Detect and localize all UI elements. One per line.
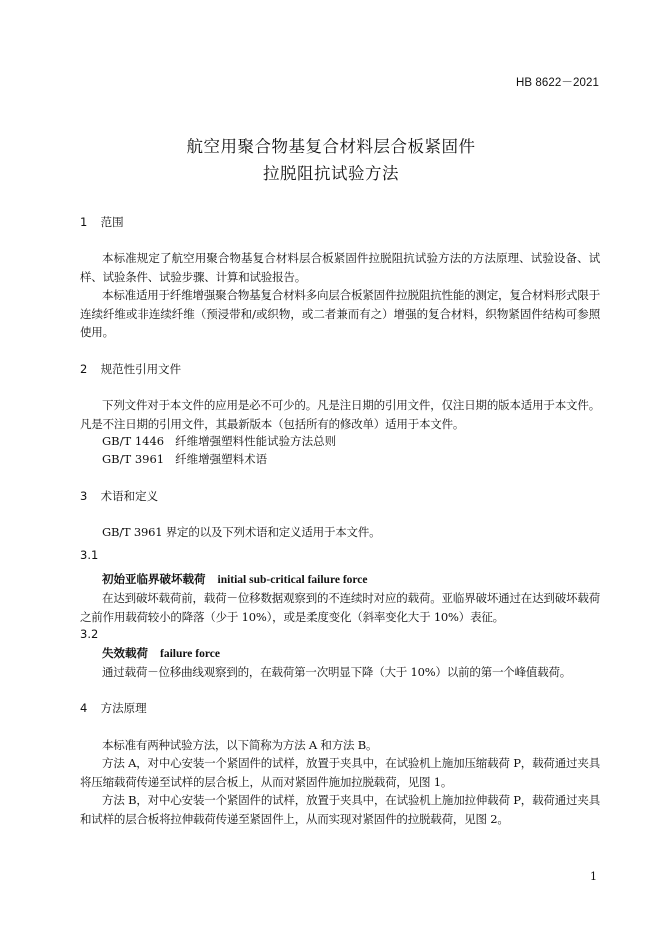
term-3-1-definition: 在达到破坏载荷前，载荷－位移数据观察到的不连续时对应的载荷。亚临界破坏通过在达到破坏载荷之前作用载荷较小的降落（少于 10%），或是柔度变化（斜率变化大于 10%）表征。 <box>80 591 600 624</box>
section-number: 1 <box>80 215 88 229</box>
term-english: initial sub-critical failure force <box>217 574 368 586</box>
reference-item: GB/T 3961 纤维增强塑料术语 <box>102 452 268 466</box>
section-title: 术语和定义 <box>100 489 159 503</box>
term-english: failure force <box>160 648 220 660</box>
section-2-heading <box>80 361 181 377</box>
section-3-heading <box>80 488 158 504</box>
section-1-paragraph-1: 本标准规定了航空用聚合物基复合材料层合板紧固件拉脱阻抗试验方法的方法原理、试验设备、试样、试验条件、试验步骤、计算和试验报告。 <box>80 251 600 284</box>
document-title-line2: 拉脱阻抗试验方法 <box>263 164 399 183</box>
term-chinese: 失效载荷 <box>102 646 148 660</box>
term-3-1-title <box>102 571 368 587</box>
term-3-2-title <box>102 645 220 661</box>
term-3-1-number: 3.1 <box>80 548 99 562</box>
section-title: 范围 <box>100 215 124 229</box>
section-4-paragraph-3: 方法 B，对中心安装一个紧固件的试样，放置于夹具中，在试验机上施加拉伸载荷 P，载荷通过夹具和试样的层合板将拉伸载荷传递至紧固件上，从而实现对紧固件的拉脱载荷，见图 2。 <box>80 793 600 826</box>
document-title-line1: 航空用聚合物基复合材料层合板紧固件 <box>186 137 476 156</box>
section-3-paragraph-1: GB/T 3961 界定的以及下列术语和定义适用于本文件。 <box>102 525 381 539</box>
section-2-paragraph-1: 下列文件对于本文件的应用是必不可少的。凡是注日期的引用文件，仅注日期的版本适用于本文件。凡是不注日期的引用文件，其最新版本（包括所有的修改单）适用于本文件。 <box>80 398 600 431</box>
page-number: 1 <box>590 870 597 883</box>
standard-code: HB 8622－2021 <box>515 77 599 89</box>
section-number: 3 <box>80 489 88 503</box>
term-3-2-number: 3.2 <box>80 627 99 641</box>
section-4-heading <box>80 700 147 716</box>
term-3-2-definition: 通过载荷－位移曲线观察到的，在载荷第一次明显下降（大于 10%）以前的第一个峰值载荷。 <box>102 665 572 679</box>
section-4-paragraph-2: 方法 A，对中心安装一个紧固件的试样，放置于夹具中，在试验机上施加压缩载荷 P，载荷通过夹具将压缩载荷传递至试样的层合板上，从而对紧固件施加拉脱载荷，见图 1。 <box>80 756 600 789</box>
section-title: 方法原理 <box>100 701 147 715</box>
section-1-heading <box>80 214 124 230</box>
term-chinese: 初始亚临界破坏载荷 <box>102 572 206 586</box>
section-number: 4 <box>80 701 88 715</box>
section-number: 2 <box>80 362 88 376</box>
section-4-paragraph-1: 本标准有两种试验方法，以下简称为方法 A 和方法 B。 <box>102 738 378 752</box>
reference-item: GB/T 1446 纤维增强塑料性能试验方法总则 <box>102 434 337 448</box>
section-title: 规范性引用文件 <box>100 362 182 376</box>
section-1-paragraph-2: 本标准适用于纤维增强聚合物基复合材料多向层合板紧固件拉脱阻抗性能的测定，复合材料形式限于连续纤维或非连续纤维（预浸带和/或织物，或二者兼而有之）增强的复合材料，织物紧固件结构可参照使用。 <box>80 288 600 339</box>
